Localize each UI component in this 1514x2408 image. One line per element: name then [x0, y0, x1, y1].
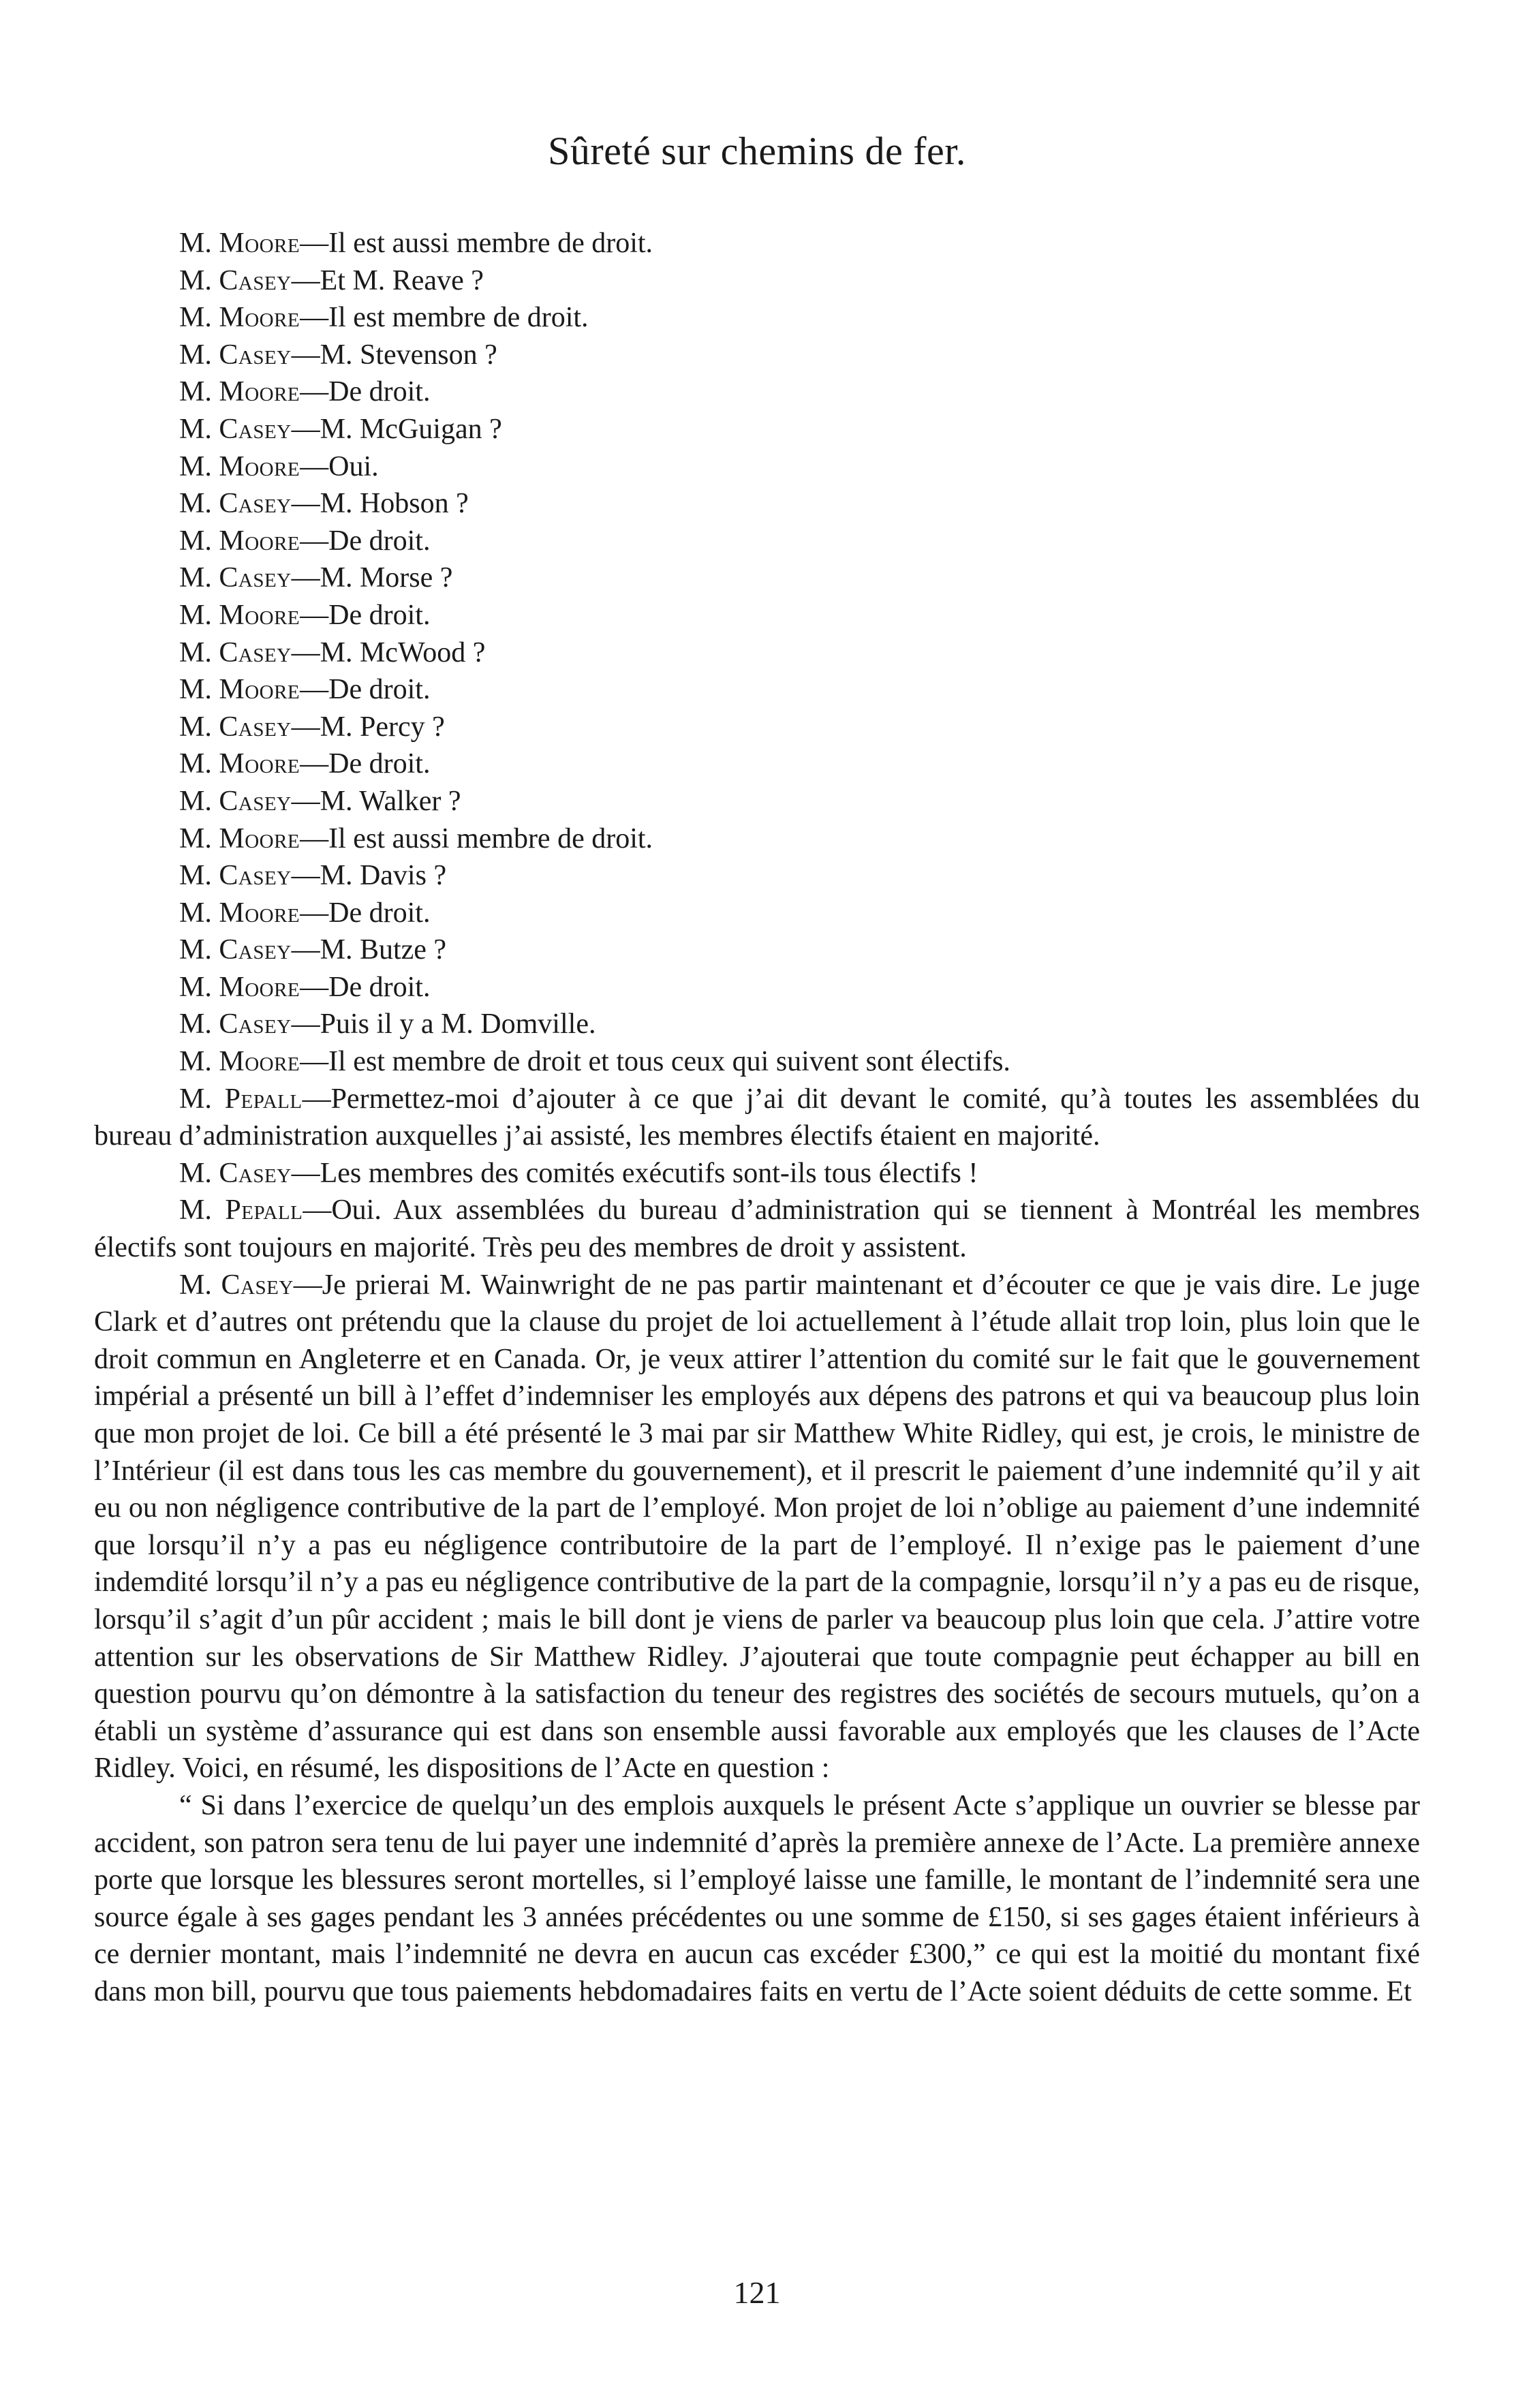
dialogue-line: M. Moore—Il est membre de droit et tous ceux qui suivent sont électifs.: [179, 1046, 1010, 1078]
speaker-name: Moore: [219, 897, 300, 929]
speaker-name: Pepall: [224, 1083, 303, 1115]
speaker-name: Casey: [219, 934, 292, 966]
speaker-name: Casey: [219, 488, 292, 520]
running-head: Sûreté sur chemins de fer.: [548, 129, 966, 173]
dialogue-line: M. Moore—Oui.: [179, 450, 379, 482]
dialogue-line: M. Casey—M. McGuigan ?: [179, 413, 502, 445]
speaker-name: Moore: [219, 450, 300, 482]
dialogue-line: M. Casey—M. Walker ?: [179, 785, 461, 817]
speaker-name: Casey: [221, 1269, 294, 1301]
speaker-name: Casey: [219, 339, 292, 371]
dialogue-line: M. Casey—M. Stevenson ?: [179, 339, 497, 371]
speaker-name: Moore: [219, 748, 300, 780]
speaker-name: Moore: [219, 525, 300, 557]
dialogue-line: M. Moore—De droit.: [179, 376, 431, 408]
dialogue-line: M. Casey—M. McWood ?: [179, 636, 486, 668]
speaker-name: Moore: [219, 822, 300, 854]
speaker-name: Casey: [219, 1008, 292, 1040]
speaker-name: Moore: [219, 599, 300, 631]
speaker-name: Pepall: [225, 1194, 303, 1226]
dialogue-line: M. Moore—De droit.: [179, 971, 431, 1003]
paragraph: M. Casey—Les membres des comités exécutifs sont-ils tous électifs !: [179, 1157, 978, 1189]
speaker-name: Casey: [219, 785, 292, 817]
speaker-name: Moore: [219, 302, 300, 334]
speaker-name: Moore: [219, 971, 300, 1003]
speaker-name: Casey: [219, 1157, 292, 1189]
speaker-name: Casey: [219, 711, 292, 743]
dialogue-line: M. Moore—Il est aussi membre de droit.: [179, 228, 653, 259]
dialogue-list: [94, 225, 1420, 1081]
dialogue-line: M. Moore—De droit.: [179, 525, 431, 557]
dialogue-line: M. Casey—M. Hobson ?: [179, 488, 469, 520]
speaker-name: Moore: [219, 674, 300, 706]
speaker-name: Moore: [219, 228, 300, 259]
speaker-name: Moore: [219, 1046, 300, 1078]
paragraph: M. Pepall—Permettez-moi d’ajouter à ce que j’ai dit devant le comité, qu’à toutes les assemblées du bureau d’administration auxquelles j’ai assisté, les membres électifs étaient en majorité.: [94, 1083, 1420, 1152]
speaker-name: Casey: [219, 860, 292, 892]
paragraph: M. Pepall—Oui. Aux assemblées du bureau d’administration qui se tiennent à Montréal les membres électifs sont toujours en majorité. Très peu des membres de droit y assistent.: [94, 1194, 1421, 1264]
dialogue-line: M. Casey—Et M. Reave ?: [179, 264, 484, 296]
speaker-name: Moore: [219, 376, 300, 408]
quoted-paragraph: “ Si dans l’exercice de quelqu’un des emplois auxquels le présent Acte s’applique un ouvrier se blesse par accident, son patron sera tenu de lui payer une indemnité d’après la première annexe de l’Acte. La première annexe porte que lorsque les blessures seront mortelles, si l’employé laisse une famille, le montant de l’indemnité sera une source égale à ses gages pendant les 3 années précédentes ou une somme de £150, si ses gages étaient inférieurs à ce dernier montant, mais l’indemnité ne devra en aucun cas excéder £300,” ce qui est la moitié du montant fixé dans mon bill, pourvu que tous paiements hebdomadaires faits en vertu de l’Acte soient déduits de cette somme. Et: [94, 1789, 1420, 2007]
dialogue-line: M. Moore—Il est aussi membre de droit.: [179, 822, 653, 854]
dialogue-line: M. Casey—M. Davis ?: [179, 860, 447, 892]
speaker-name: Casey: [219, 413, 292, 445]
dialogue-line: M. Moore—Il est membre de droit.: [179, 302, 589, 334]
dialogue-line: M. Casey—M. Morse ?: [179, 562, 453, 594]
dialogue-line: M. Moore—De droit.: [179, 897, 431, 929]
dialogue-line: M. Moore—De droit.: [179, 748, 431, 780]
speaker-name: Casey: [219, 562, 292, 594]
speaker-name: Casey: [219, 264, 292, 296]
text-column: [94, 225, 1420, 2011]
dialogue-line: M. Moore—De droit.: [179, 599, 431, 631]
dialogue-line: M. Casey—M. Percy ?: [179, 711, 445, 743]
page-number: 121: [733, 2275, 781, 2310]
dialogue-line: M. Casey—Puis il y a M. Domville.: [179, 1008, 596, 1040]
paragraph: M. Casey—Je prierai M. Wainwright de ne pas partir maintenant et d’écouter ce que je vais dire. Le juge Clark et d’autres ont prétendu que la clause du projet de loi actuellement à l’étude allait trop loin, plus loin que le droit commun en Angleterre et en Canada. Or, je veux attirer l’attention du comité sur le fait que le gouvernement impérial a présenté un bill à l’effet d’indemniser les employés aux dépens des patrons et qui va beaucoup plus loin que mon projet de loi. Ce bill a été présenté le 3 mai par sir Matthew White Ridley, qui est, je crois, le ministre de l’Intérieur (il est dans tous les cas membre du gouvernement), et il prescrit le paiement d’une indemnité qu’il y ait eu ou non négligence contributive de la part de l’employé. Mon projet de loi n’oblige au paiement d’une indemnité que lorsqu’il n’y a pas eu négligence contributoire de la part de l’employé. Il n’exige pas le paiement d’une indemdité lorsqu’il n’y a pas eu négligence contributive de la part de la compagnie, lorsqu’il n’y a pas eu de risque, lorsqu’il s’agit d’un pûr accident ; mais le bill dont je viens de parler va beaucoup plus loin que cela. J’attire votre attention sur les observations de Sir Matthew Ridley. J’ajouterai que toute compagnie peut échapper au bill en question pourvu qu’on démontre à la satisfaction du teneur des registres des sociétés de secours mutuels, qu’on a établi un système d’assurance qui est dans son ensemble aussi favorable aux employés que les clauses de l’Acte Ridley. Voici, en résumé, les dispositions de l’Acte en question :: [94, 1269, 1421, 1785]
dialogue-line: M. Casey—M. Butze ?: [179, 934, 447, 966]
dialogue-line: M. Moore—De droit.: [179, 674, 431, 706]
speaker-name: Casey: [219, 636, 292, 668]
